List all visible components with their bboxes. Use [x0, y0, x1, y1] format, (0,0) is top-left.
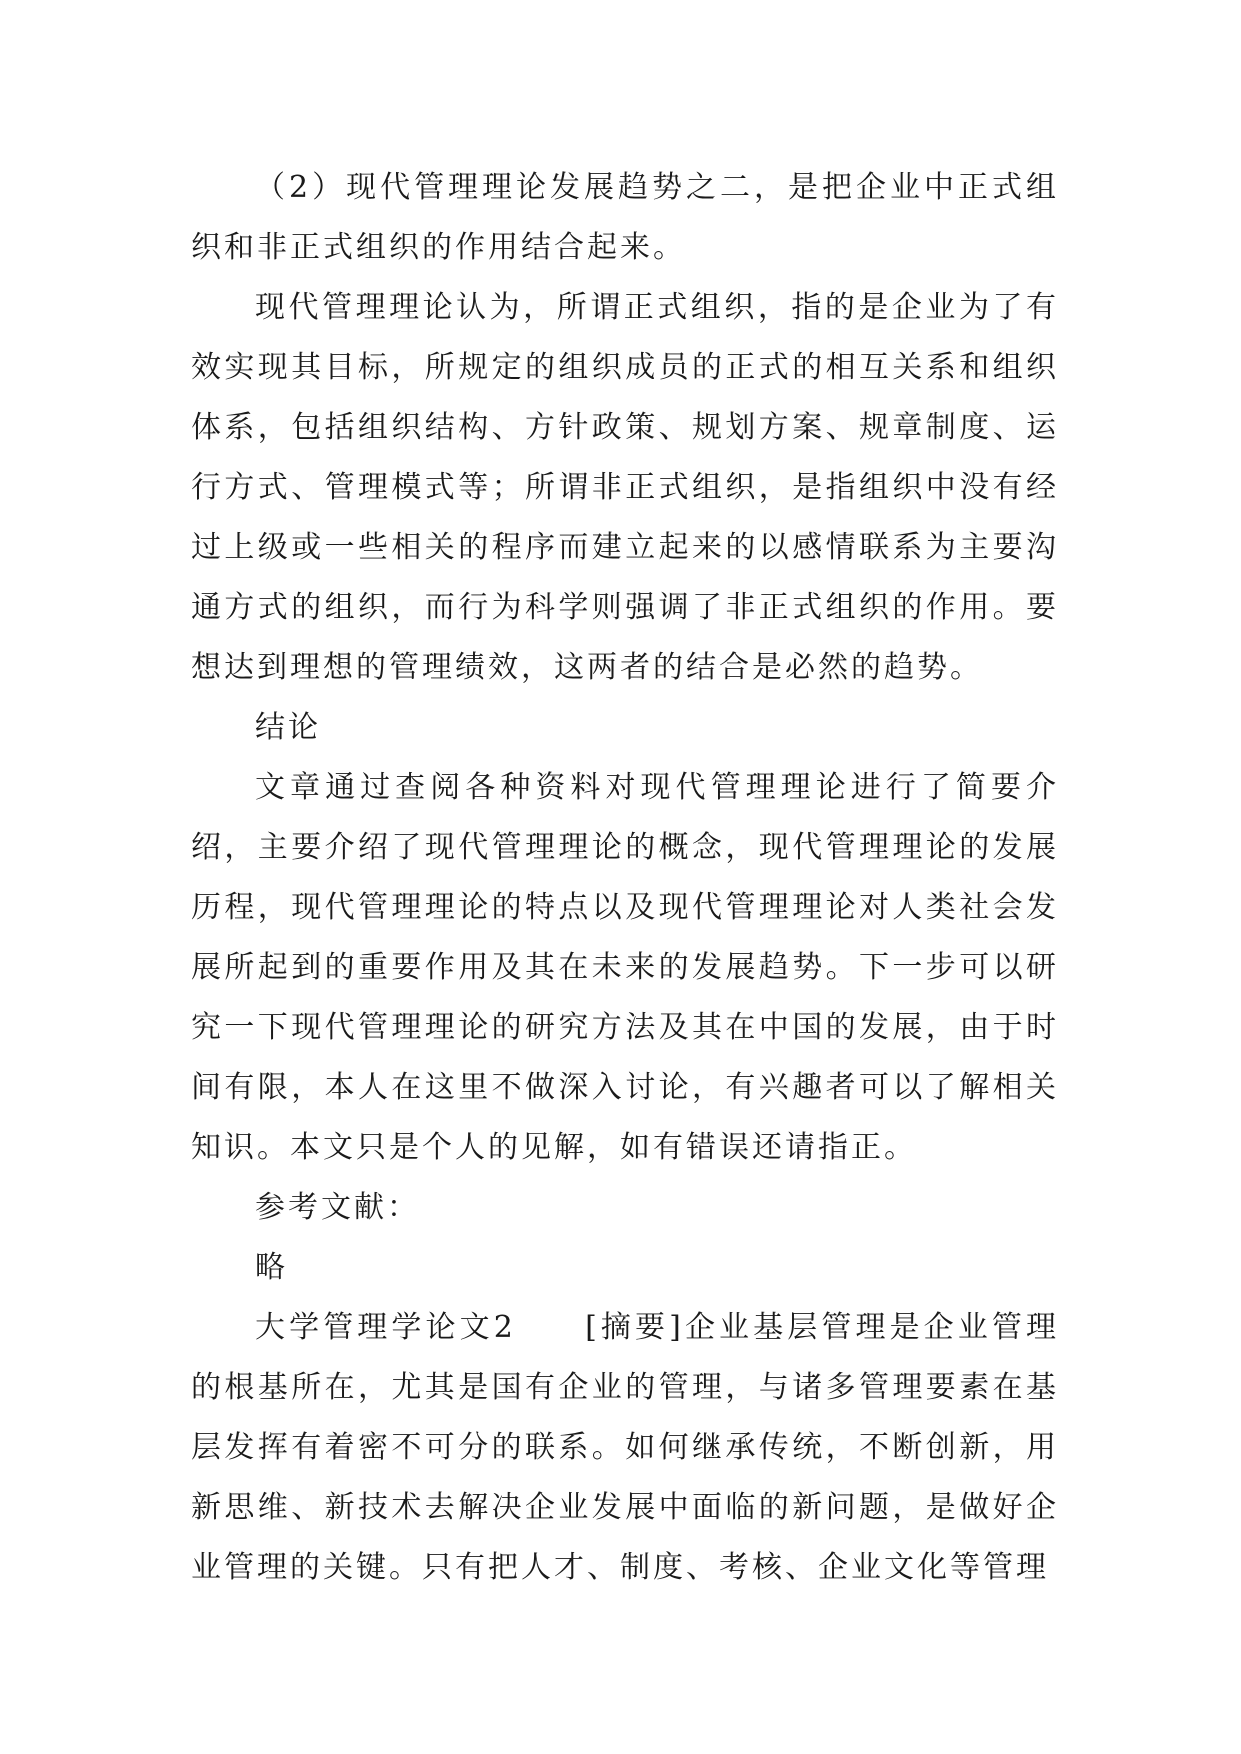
heading-conclusion: 结论	[255, 710, 321, 745]
paragraph-conclusion: 文章通过查阅各种资料对现代管理理论进行了简要介绍，主要介绍了现代管理理论的概念，现代管理理论的发展历程，现代管理理论的特点以及现代管理理论对人类社会发展所起到的重要作用及其在未来的发展趋势。下一步可以研究一下现代管理理论的研究方法及其在中国的发展，由于时间有限，本人在这里不做深入讨论，有兴趣者可以了解相关知识。本文只是个人的见解，如有错误还请指正。	[191, 770, 1059, 1165]
paragraph-formal-informal-organization: 现代管理理论认为，所谓正式组织，指的是企业为了有效实现其目标，所规定的组织成员的正式的相互关系和组织体系，包括组织结构、方针政策、规划方案、规章制度、运行方式、管理模式等；所谓非正式组织，是指组织中没有经过上级或一些相关的程序而建立起来的以感情联系为主要沟通方式的组织，而行为科学则强调了非正式组织的作用。要想达到理想的管理绩效，这两者的结合是必然的趋势。	[191, 290, 1059, 685]
document-body	[191, 158, 1059, 1598]
references-omitted: 略	[255, 1250, 288, 1285]
paragraph-trend-two: （2）现代管理理论发展趋势之二，是把企业中正式组织和非正式组织的作用结合起来。	[191, 170, 1059, 265]
heading-references: 参考文献：	[255, 1190, 420, 1225]
paragraph-paper-two-abstract: 大学管理学论文2 [摘要]企业基层管理是企业管理的根基所在，尤其是国有企业的管理，与诸多管理要素在基层发挥有着密不可分的联系。如何继承传统，不断创新，用新思维、新技术去解决企业发展中面临的新问题，是做好企业管理的关键。只有把人才、制度、考核、企业文化等管理	[191, 1310, 1059, 1585]
